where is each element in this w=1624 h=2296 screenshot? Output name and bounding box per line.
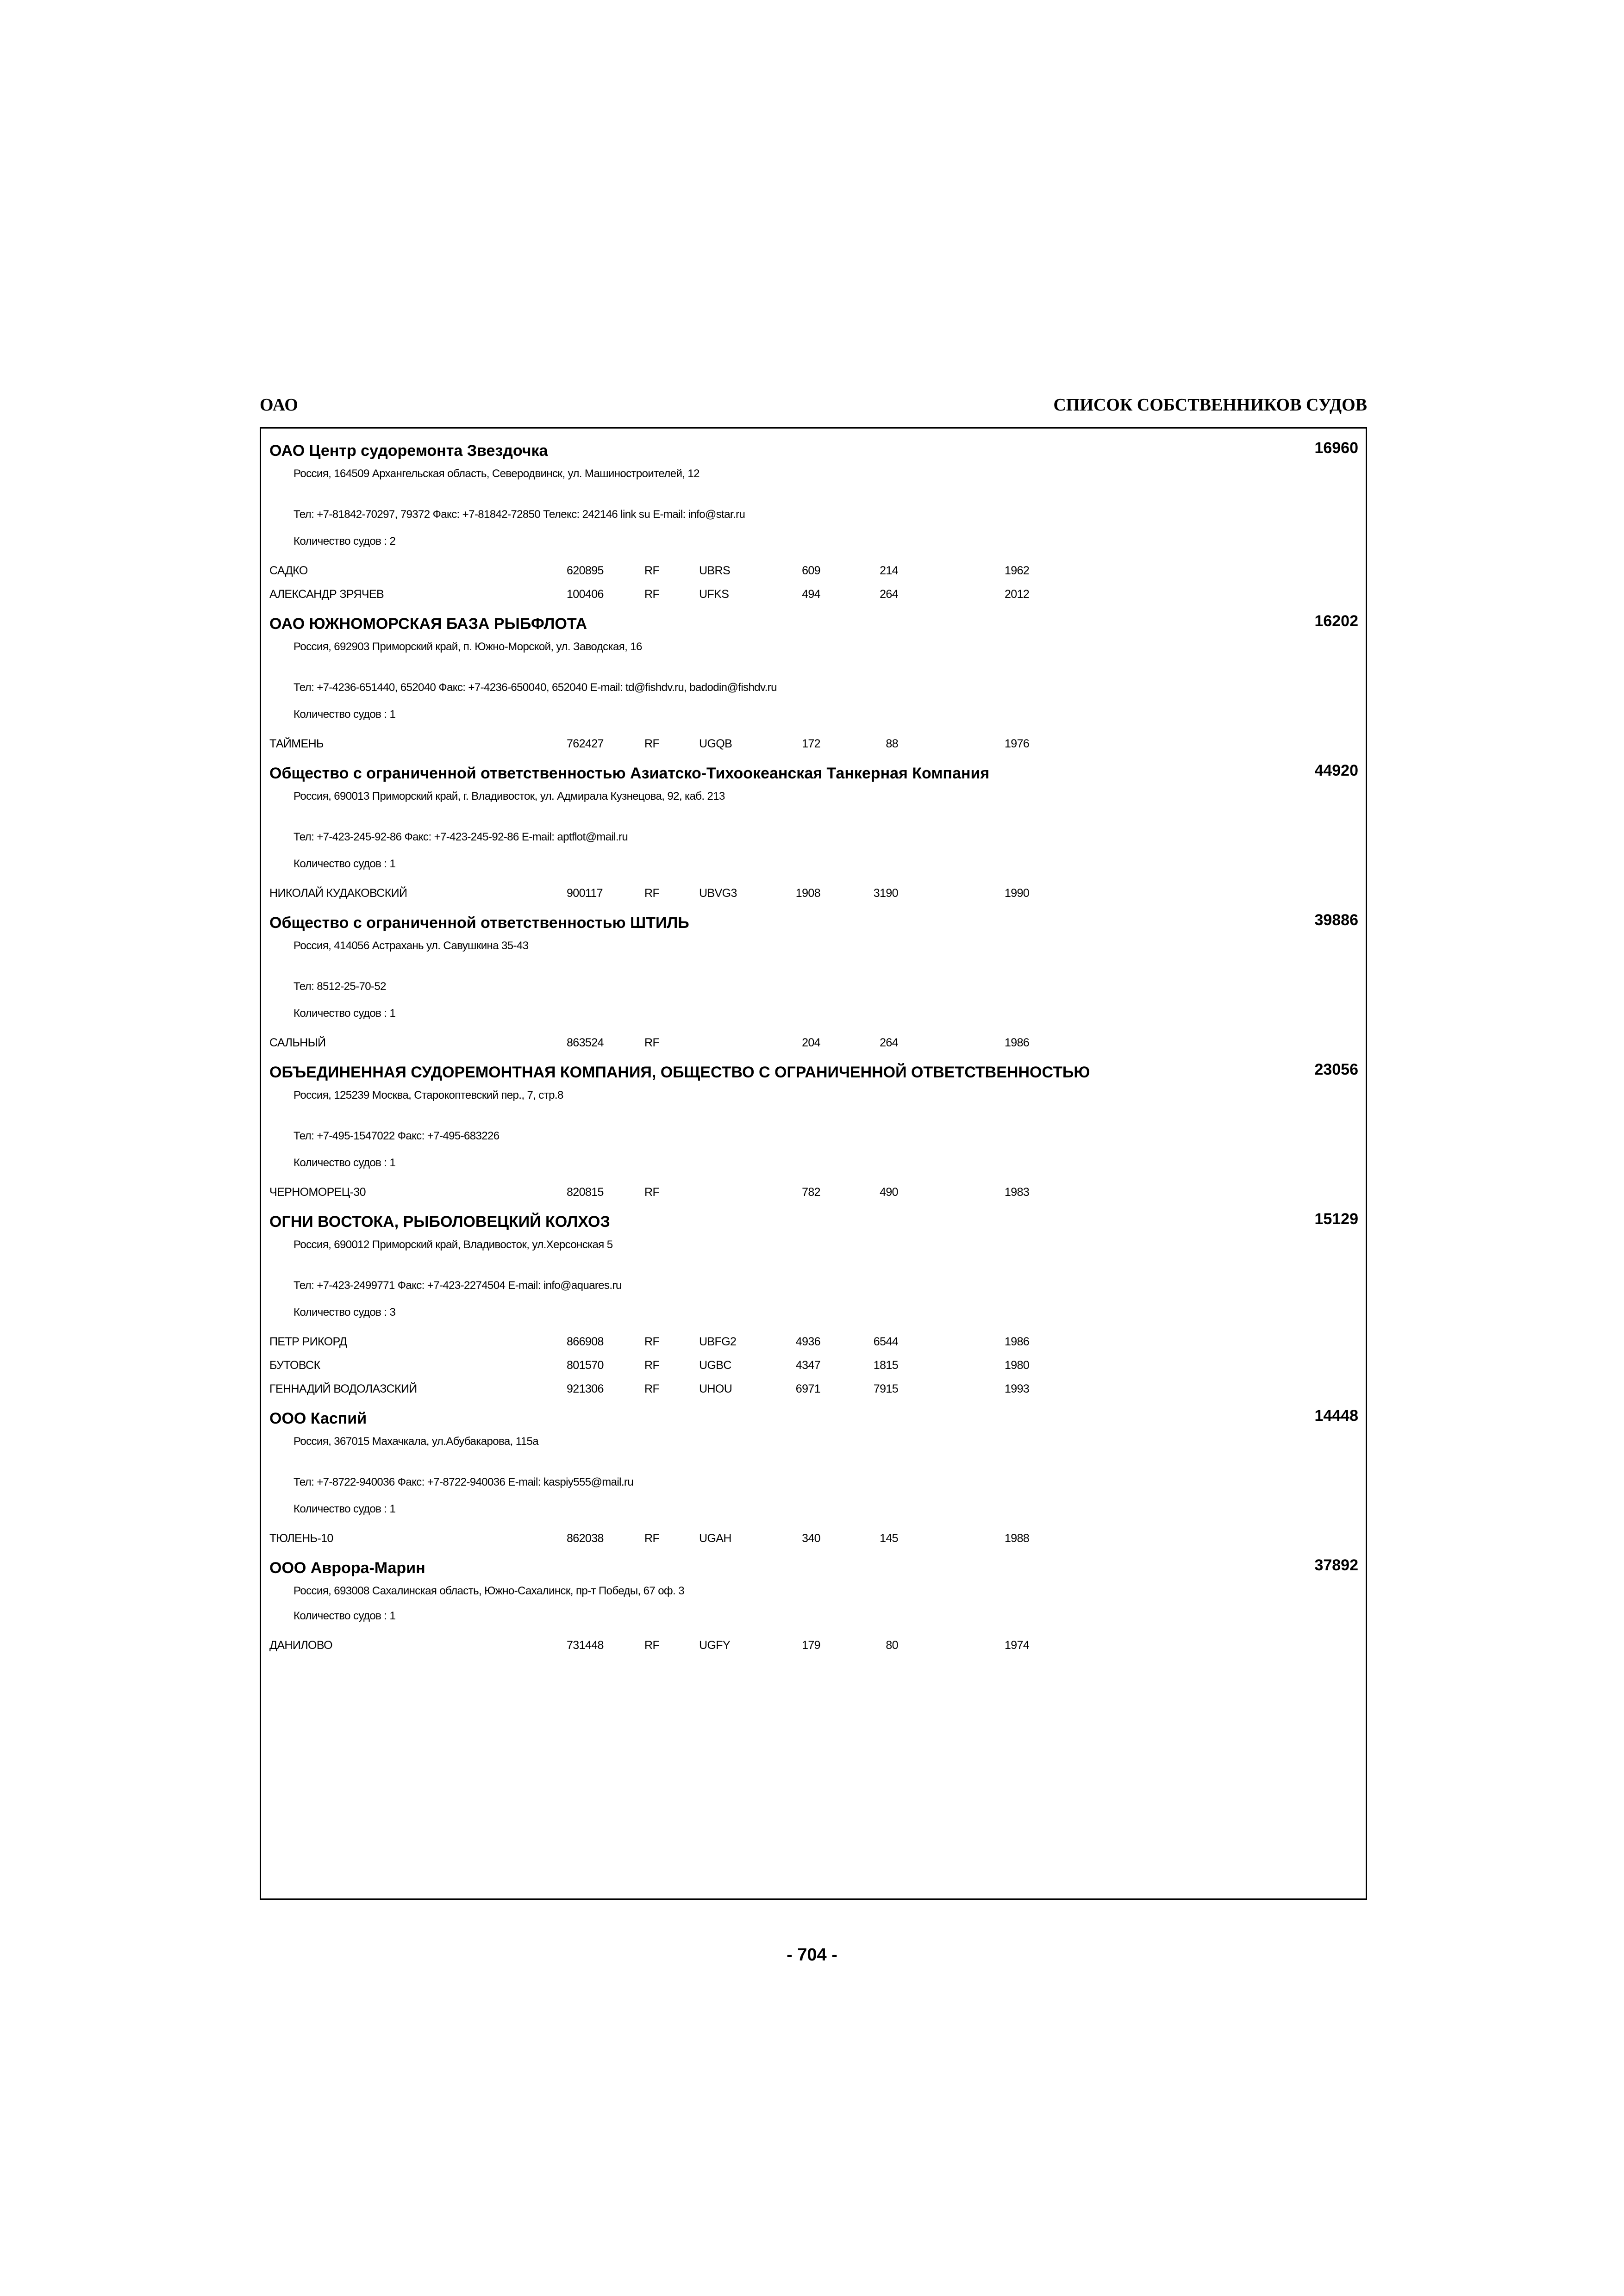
- vessel-call-sign: UBRS: [699, 564, 731, 577]
- vessel-build-year: 1983: [1005, 1186, 1030, 1199]
- company-address: Россия, 692903 Приморский край, п. Южно-Морской, ул. Заводская, 16: [294, 641, 642, 653]
- vessel-count: Количество судов : 1: [294, 1007, 396, 1020]
- owner-entry: [261, 1556, 1366, 1656]
- vessel-deadweight: 88: [886, 737, 898, 750]
- owner-entry: [261, 1406, 1366, 1549]
- vessel-build-year: 1988: [1005, 1532, 1030, 1545]
- vessel-deadweight: 264: [880, 1036, 898, 1049]
- company-heading: [261, 1406, 1366, 1429]
- vessel-name: ДАНИЛОВО: [269, 1639, 332, 1652]
- vessel-row: [261, 1376, 1366, 1400]
- vessel-name: НИКОЛАЙ КУДАКОВСКИЙ: [269, 887, 407, 900]
- vessel-flag: RF: [644, 1036, 660, 1049]
- owner-entry: [261, 439, 1366, 605]
- vessel-number: 620895: [567, 564, 604, 577]
- vessel-build-year: 1986: [1005, 1036, 1030, 1049]
- company-id: 39886: [1314, 911, 1358, 929]
- vessel-flag: RF: [644, 1639, 660, 1652]
- vessel-number: 820815: [567, 1186, 604, 1199]
- vessel-number: 731448: [567, 1639, 604, 1652]
- owners-list: [261, 439, 1366, 1663]
- owner-entry: [261, 1060, 1366, 1203]
- vessel-deadweight: 3190: [873, 887, 898, 900]
- vessel-gross-tonnage: 4347: [795, 1359, 820, 1372]
- vessel-gross-tonnage: 782: [802, 1186, 820, 1199]
- company-name: Общество с ограниченной ответственностью ШТИЛЬ: [269, 914, 689, 932]
- company-address: Россия, 414056 Астрахань ул. Савушкина 35-43: [294, 940, 529, 952]
- vessel-count: Количество судов : 1: [294, 1157, 396, 1169]
- vessel-flag: RF: [644, 588, 660, 601]
- vessel-number: 762427: [567, 737, 604, 750]
- vessel-number: 900117: [567, 887, 603, 900]
- vessel-call-sign: UFKS: [699, 588, 729, 601]
- company-heading: [261, 1210, 1366, 1232]
- company-name: ОБЪЕДИНЕННАЯ СУДОРЕМОНТНАЯ КОМПАНИЯ, ОБЩЕСТВО С ОГРАНИЧЕННОЙ ОТВЕТСТВЕННОСТЬЮ: [269, 1064, 1090, 1081]
- vessel-build-year: 2012: [1005, 588, 1030, 601]
- company-address: Россия, 690012 Приморский край, Владивосток, ул.Херсонская 5: [294, 1238, 613, 1251]
- owner-entry: [261, 1210, 1366, 1400]
- company-name: ОАО ЮЖНОМОРСКАЯ БАЗА РЫБФЛОТА: [269, 615, 587, 633]
- owner-entry: [261, 612, 1366, 755]
- vessel-row: [261, 1329, 1366, 1353]
- company-name: ОГНИ ВОСТОКА, РЫБОЛОВЕЦКИЙ КОЛХОЗ: [269, 1213, 610, 1231]
- vessel-build-year: 1974: [1005, 1639, 1030, 1652]
- company-heading: [261, 1556, 1366, 1578]
- company-contacts: Тел: +7-423-245-92-86 Факс: +7-423-245-92-86 E-mail: aptflot@mail.ru: [294, 831, 628, 843]
- vessel-count: Количество судов : 1: [294, 1610, 396, 1622]
- vessel-flag: RF: [644, 1186, 660, 1199]
- company-contacts: Тел: +7-495-1547022 Факс: +7-495-683226: [294, 1130, 500, 1142]
- vessel-count: Количество судов : 2: [294, 535, 396, 548]
- vessel-row: [261, 1030, 1366, 1054]
- owner-entry: [261, 761, 1366, 904]
- vessel-gross-tonnage: 494: [802, 588, 820, 601]
- company-name: ООО Каспий: [269, 1410, 367, 1427]
- vessel-gross-tonnage: 1908: [795, 887, 820, 900]
- vessel-deadweight: 7915: [873, 1382, 898, 1395]
- vessel-flag: RF: [644, 887, 660, 900]
- vessel-name: САДКО: [269, 564, 308, 577]
- company-name: ООО Аврора-Марин: [269, 1559, 425, 1577]
- vessel-number: 866908: [567, 1335, 604, 1348]
- company-id: 14448: [1314, 1407, 1358, 1425]
- vessel-build-year: 1980: [1005, 1359, 1030, 1372]
- vessel-name: САЛЬНЫЙ: [269, 1036, 326, 1049]
- vessel-row: [261, 558, 1366, 582]
- vessel-build-year: 1993: [1005, 1382, 1030, 1395]
- vessel-deadweight: 1815: [873, 1359, 898, 1372]
- vessel-flag: RF: [644, 1532, 660, 1545]
- company-contacts: Тел: +7-423-2499771 Факс: +7-423-2274504 E-mail: info@aquares.ru: [294, 1279, 622, 1292]
- vessel-name: ПЕТР РИКОРД: [269, 1335, 347, 1348]
- vessel-gross-tonnage: 340: [802, 1532, 820, 1545]
- vessel-row: [261, 881, 1366, 904]
- company-address: Россия, 690013 Приморский край, г. Владивосток, ул. Адмирала Кузнецова, 92, каб. 213: [294, 790, 725, 803]
- vessel-number: 100406: [567, 588, 604, 601]
- vessel-call-sign: UGBC: [699, 1359, 731, 1372]
- header-list-title: СПИСОК СОБСТВЕННИКОВ СУДОВ: [1053, 395, 1367, 415]
- vessel-build-year: 1986: [1005, 1335, 1030, 1348]
- vessel-flag: RF: [644, 737, 660, 750]
- vessel-call-sign: UHOU: [699, 1382, 732, 1395]
- vessel-deadweight: 264: [880, 588, 898, 601]
- vessel-gross-tonnage: 609: [802, 564, 820, 577]
- vessel-row: [261, 1353, 1366, 1376]
- vessel-flag: RF: [644, 564, 660, 577]
- vessel-deadweight: 214: [880, 564, 898, 577]
- vessel-deadweight: 490: [880, 1186, 898, 1199]
- company-address: Россия, 367015 Махачкала, ул.Абубакарова, 115а: [294, 1435, 538, 1448]
- company-heading: [261, 439, 1366, 461]
- vessel-count: Количество судов : 1: [294, 858, 396, 870]
- company-heading: [261, 911, 1366, 933]
- vessel-row: [261, 1633, 1366, 1656]
- vessel-number: 921306: [567, 1382, 604, 1395]
- vessel-gross-tonnage: 204: [802, 1036, 820, 1049]
- vessel-name: ТЮЛЕНЬ-10: [269, 1532, 333, 1545]
- company-id: 16202: [1314, 612, 1358, 630]
- company-contacts: Тел: +7-4236-651440, 652040 Факс: +7-4236-650040, 652040 E-mail: td@fishdv.ru, badodin@fishdv.ru: [294, 681, 777, 694]
- company-id: 23056: [1314, 1061, 1358, 1078]
- vessel-name: БУТОВСК: [269, 1359, 320, 1372]
- vessel-row: [261, 731, 1366, 755]
- vessel-gross-tonnage: 6971: [795, 1382, 820, 1395]
- vessel-flag: RF: [644, 1382, 660, 1395]
- vessel-row: [261, 1180, 1366, 1203]
- company-id: 37892: [1314, 1556, 1358, 1574]
- company-name: ОАО Центр судоремонта Звездочка: [269, 442, 548, 460]
- vessel-name: АЛЕКСАНДР ЗРЯЧЕВ: [269, 588, 384, 601]
- vessel-flag: RF: [644, 1335, 660, 1348]
- vessel-deadweight: 80: [886, 1639, 898, 1652]
- company-id: 16960: [1314, 439, 1358, 457]
- vessel-number: 862038: [567, 1532, 604, 1545]
- page-number: - 704 -: [787, 1945, 837, 1965]
- vessel-build-year: 1962: [1005, 564, 1030, 577]
- company-heading: [261, 761, 1366, 784]
- vessel-number: 863524: [567, 1036, 604, 1049]
- vessel-deadweight: 145: [880, 1532, 898, 1545]
- vessel-call-sign: UGFY: [699, 1639, 731, 1652]
- company-heading: [261, 612, 1366, 634]
- vessel-deadweight: 6544: [873, 1335, 898, 1348]
- vessel-call-sign: UBFG2: [699, 1335, 737, 1348]
- vessel-build-year: 1976: [1005, 737, 1030, 750]
- vessel-build-year: 1990: [1005, 887, 1030, 900]
- company-id: 44920: [1314, 762, 1358, 779]
- company-id: 15129: [1314, 1210, 1358, 1228]
- vessel-flag: RF: [644, 1359, 660, 1372]
- vessel-call-sign: UGAH: [699, 1532, 731, 1545]
- company-address: Россия, 125239 Москва, Старокоптевский пер., 7, стр.8: [294, 1089, 563, 1101]
- company-heading: [261, 1060, 1366, 1083]
- vessel-call-sign: UGQB: [699, 737, 732, 750]
- vessel-call-sign: UBVG3: [699, 887, 737, 900]
- vessel-gross-tonnage: 4936: [795, 1335, 820, 1348]
- vessel-count: Количество судов : 1: [294, 708, 396, 721]
- page-header: [260, 393, 1367, 417]
- vessel-count: Количество судов : 1: [294, 1503, 396, 1515]
- company-contacts: Тел: 8512-25-70-52: [294, 980, 386, 993]
- vessel-row: [261, 1526, 1366, 1549]
- vessel-row: [261, 582, 1366, 605]
- vessel-number: 801570: [567, 1359, 604, 1372]
- owners-list-frame: [260, 427, 1367, 1900]
- vessel-name: ГЕННАДИЙ ВОДОЛАЗСКИЙ: [269, 1382, 417, 1395]
- company-contacts: Тел: +7-8722-940036 Факс: +7-8722-940036 E-mail: kaspiy555@mail.ru: [294, 1476, 634, 1488]
- vessel-count: Количество судов : 3: [294, 1306, 396, 1319]
- company-address: Россия, 164509 Архангельская область, Северодвинск, ул. Машиностроителей, 12: [294, 467, 700, 480]
- vessel-gross-tonnage: 179: [802, 1639, 820, 1652]
- header-section-title: ОАО: [260, 395, 298, 415]
- vessel-gross-tonnage: 172: [802, 737, 820, 750]
- company-contacts: Тел: +7-81842-70297, 79372 Факс: +7-81842-72850 Телекс: 242146 link su E-mail: info@star.ru: [294, 508, 745, 521]
- company-name: Общество с ограниченной ответственностью Азиатско-Тихоокеанская Танкерная Компания: [269, 765, 990, 782]
- company-address: Россия, 693008 Сахалинская область, Южно-Сахалинск, пр-т Победы, 67 оф. 3: [294, 1585, 684, 1597]
- vessel-name: ЧЕРНОМОРЕЦ-30: [269, 1186, 366, 1199]
- vessel-name: ТАЙМЕНЬ: [269, 737, 324, 750]
- owner-entry: [261, 911, 1366, 1054]
